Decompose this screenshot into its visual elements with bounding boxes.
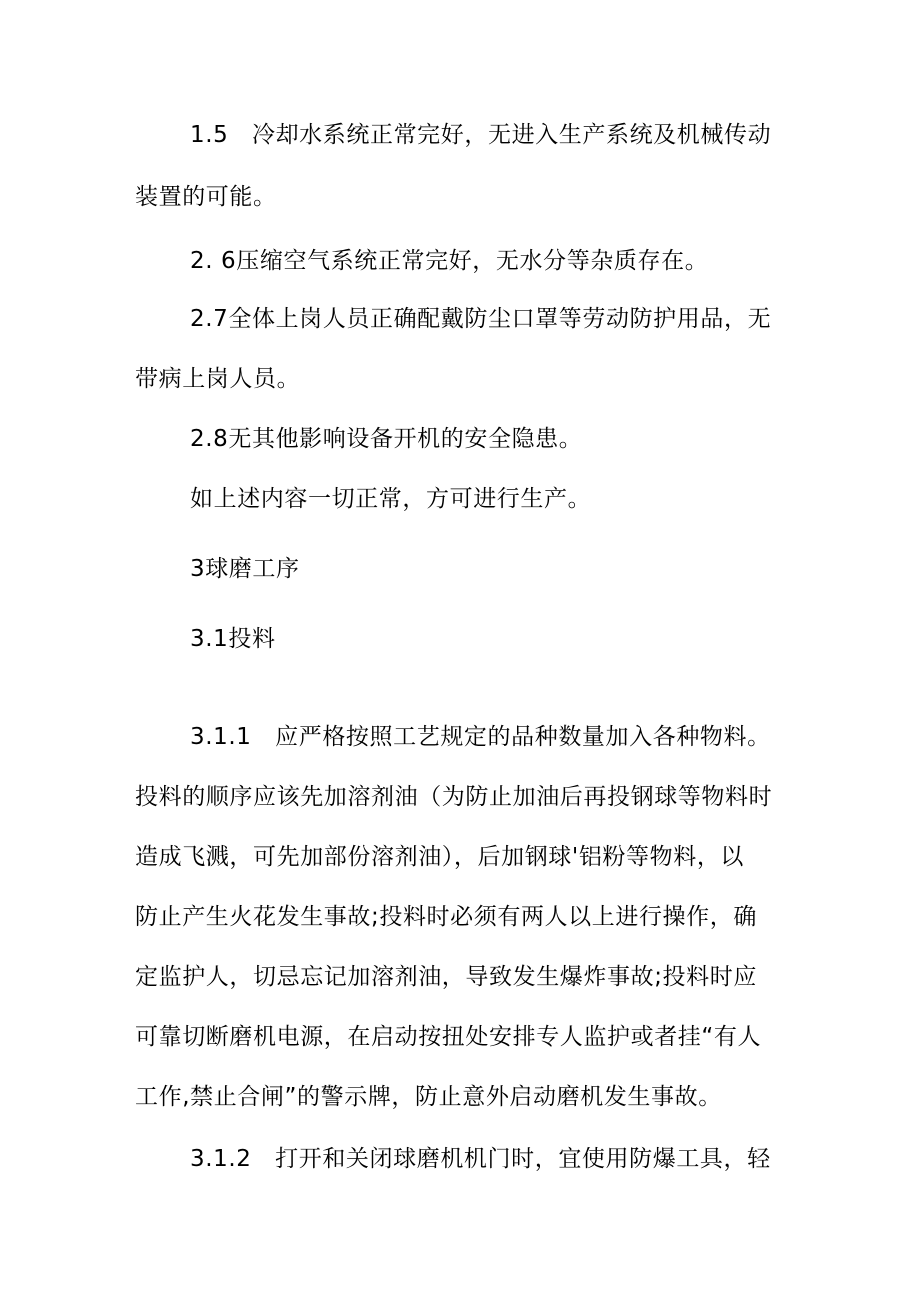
text-line-15: 可靠切断磨机电源，在启动按扭处安排专人监护或者挂“有人 <box>135 1024 762 1050</box>
text-line-10: 3.1.1 应严格按照工艺规定的品种数量加入各种物料。 <box>190 724 771 750</box>
text-line-2: 装置的可能。 <box>135 184 277 210</box>
text-line-13: 防止产生火花发生事故;投料时必须有两人以上进行操作，确 <box>135 904 757 930</box>
text-line-6: 2.8无其他影响设备开机的安全隐患。 <box>190 426 583 452</box>
text-line-3: 2. 6压缩空气系统正常完好，无水分等杂质存在。 <box>190 248 709 274</box>
section-heading-3: 3球磨工序 <box>190 556 300 582</box>
text-line-14: 定监护人，切忌忘记加溶剂油，导致发生爆炸事故;投料时应 <box>135 964 757 990</box>
text-line-17: 3.1.2 打开和关闭球磨机机门时，宜使用防爆工具，轻 <box>190 1146 771 1172</box>
section-heading-3-1: 3.1投料 <box>190 626 276 652</box>
text-line-4: 2.7全体上岗人员正确配戴防尘口罩等劳动防护用品，无 <box>190 306 772 332</box>
text-line-7: 如上述内容一切正常，方可进行生产。 <box>190 486 592 512</box>
text-line-12: 造成飞溅，可先加部份溶剂油），后加钢球'铝粉等物料，以 <box>135 844 745 870</box>
text-line-11: 投料的顺序应该先加溶剂油（为防止加油后再投钢球等物料时 <box>135 784 773 810</box>
text-line-5: 带病上岗人员。 <box>135 366 301 392</box>
text-line-1: 1.5 冷却水系统正常完好，无进入生产系统及机械传动 <box>190 122 772 148</box>
text-line-16: 工作,禁止合闸”的警示牌，防止意外启动磨机发生事故。 <box>135 1084 722 1110</box>
